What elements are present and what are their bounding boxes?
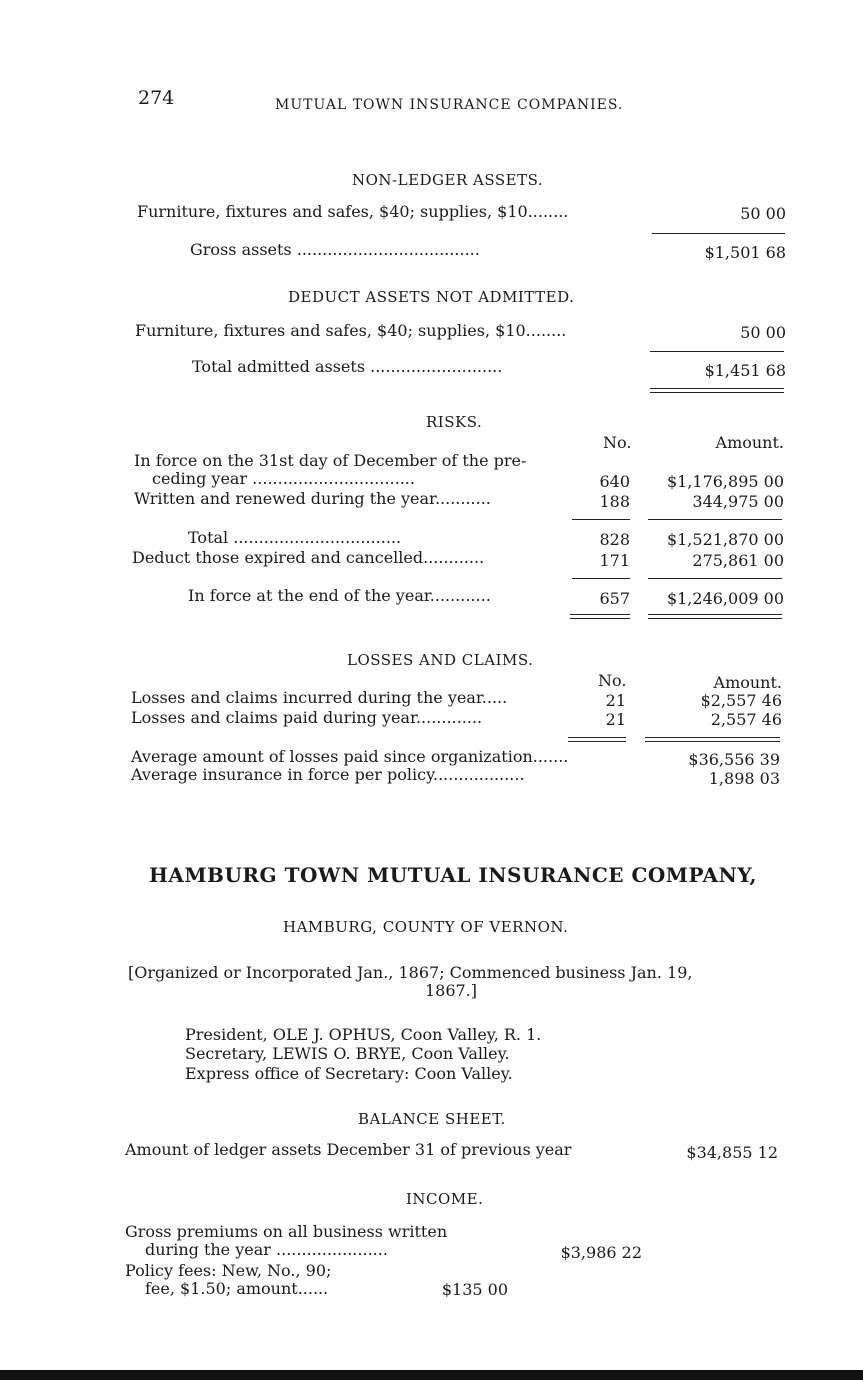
running-title: MUTUAL TOWN INSURANCE COMPANIES. [275, 97, 624, 113]
risks-row-label: In force at the end of the year............ [188, 586, 491, 605]
avg-insurance-label: Average insurance in force per policy.................. [131, 765, 525, 784]
risks-row-no: 657 [599, 589, 630, 608]
risks-row-amount: $1,521,870 00 [666, 530, 784, 549]
risks-row-amount: 275,861 00 [692, 551, 784, 570]
ledger-assets-amount: $34,855 12 [686, 1143, 778, 1162]
risks-row-no: 640 [599, 472, 630, 491]
risks-row-no: 171 [599, 551, 630, 570]
income-title: INCOME. [406, 1190, 484, 1208]
double-rule [568, 737, 626, 742]
risks-row-label: Deduct those expired and cancelled............ [132, 548, 485, 567]
rule [648, 578, 782, 579]
risks-title: RISKS. [426, 413, 483, 431]
avg-losses-amount: $36,556 39 [688, 750, 780, 769]
double-rule [650, 388, 784, 393]
president: President, OLE J. OPHUS, Coon Valley, R. 1. [185, 1025, 542, 1044]
losses-row-no: 21 [605, 691, 626, 710]
scan-edge-bar [0, 1370, 863, 1380]
secretary: Secretary, LEWIS O. BRYE, Coon Valley. [185, 1044, 510, 1063]
balance-title: BALANCE SHEET. [358, 1110, 506, 1128]
company-name: HAMBURG TOWN MUTUAL INSURANCE COMPANY, [149, 863, 757, 887]
total-admitted-label: Total admitted assets .......................... [192, 357, 503, 376]
risks-col-no: No. [603, 433, 632, 452]
risks-row-no: 188 [599, 492, 630, 511]
rule [572, 519, 630, 520]
losses-row-label: Losses and claims paid during year............. [131, 708, 483, 727]
non-ledger-furniture-amount: 50 00 [740, 204, 786, 223]
deduct-title: DEDUCT ASSETS NOT ADMITTED. [288, 288, 575, 306]
double-rule [648, 614, 782, 619]
rule [572, 578, 630, 579]
express-office: Express office of Secretary: Coon Valley. [185, 1064, 513, 1083]
losses-title: LOSSES AND CLAIMS. [347, 651, 534, 669]
rule [648, 519, 782, 520]
deduct-furniture-amount: 50 00 [740, 323, 786, 342]
double-rule [645, 737, 780, 742]
organized-line-1: [Organized or Incorporated Jan., 1867; Commenced business Jan. 19, [128, 963, 693, 982]
total-admitted-amount: $1,451 68 [704, 361, 786, 380]
risks-row-no: 828 [599, 530, 630, 549]
non-ledger-furniture-label: Furniture, fixtures and safes, $40; supplies, $10........ [137, 202, 569, 221]
gross-assets-amount: $1,501 68 [704, 243, 786, 262]
policy-fees-line-1: Policy fees: New, No., 90; [125, 1261, 332, 1280]
risks-row-amount: $1,176,895 00 [666, 472, 784, 491]
gross-premiums-line-2: during the year ...................... [145, 1240, 388, 1259]
rule [652, 233, 785, 234]
risks-row-amount: $1,246,009 00 [666, 589, 784, 608]
rule [650, 351, 784, 352]
non-ledger-title: NON-LEDGER ASSETS. [352, 171, 544, 189]
gross-premiums-amount: $3,986 22 [560, 1243, 642, 1262]
avg-losses-label: Average amount of losses paid since organization....... [131, 747, 569, 766]
deduct-furniture-label: Furniture, fixtures and safes, $40; supplies, $10........ [135, 321, 567, 340]
page-number: 274 [138, 87, 175, 109]
ledger-assets-label: Amount of ledger assets December 31 of previous year [125, 1140, 572, 1159]
losses-row-amount: $2,557 46 [700, 691, 782, 710]
gross-premiums-line-1: Gross premiums on all business written [125, 1222, 448, 1241]
losses-col-amount: Amount. [713, 673, 782, 692]
risks-row-label: Written and renewed during the year........... [134, 489, 491, 508]
risks-row-label: Total ................................. [188, 528, 402, 547]
risks-row-amount: 344,975 00 [692, 492, 784, 511]
organized-line-2: 1867.] [425, 981, 478, 1000]
company-location: HAMBURG, COUNTY OF VERNON. [283, 918, 569, 936]
risks-col-amount: Amount. [715, 433, 784, 452]
losses-col-no: No. [598, 671, 627, 690]
policy-fees-amount: $135 00 [441, 1280, 508, 1299]
risks-row-label: ceding year ................................ [152, 469, 415, 488]
avg-insurance-amount: 1,898 03 [708, 769, 780, 788]
double-rule [570, 614, 630, 619]
losses-row-no: 21 [605, 710, 626, 729]
policy-fees-line-2: fee, $1.50; amount...... [145, 1279, 329, 1298]
risks-row-label: In force on the 31st day of December of the pre- [134, 451, 527, 470]
losses-row-label: Losses and claims incurred during the year..... [131, 688, 508, 707]
gross-assets-label: Gross assets .................................... [190, 240, 480, 259]
losses-row-amount: 2,557 46 [710, 710, 782, 729]
